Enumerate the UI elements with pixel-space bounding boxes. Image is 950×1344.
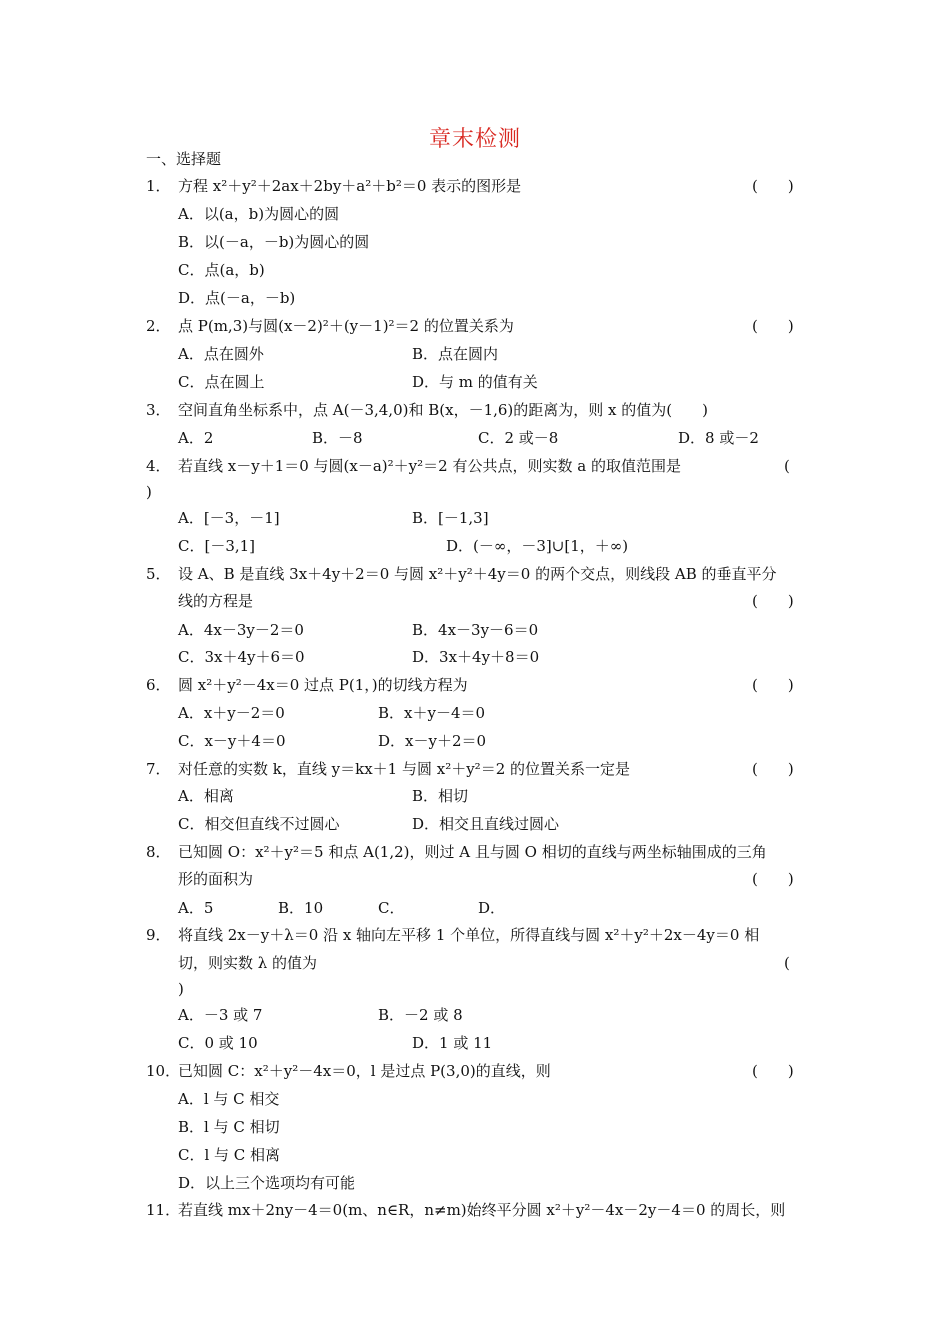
option: A．l 与 C 相交 — [178, 1090, 280, 1108]
option: C．[－3,1] — [178, 537, 256, 555]
option: C．0 或 10 — [178, 1034, 258, 1052]
option: C． — [378, 899, 405, 917]
option: A．相离 — [178, 787, 234, 805]
answer-paren: ( ) — [752, 317, 794, 335]
question-text-continued: 形的面积为 — [178, 870, 254, 888]
option: D．与 m 的值有关 — [412, 373, 538, 391]
option: B．点在圆内 — [412, 345, 499, 363]
option: C．点在圆上 — [178, 373, 265, 391]
option: A．4x－3y－2＝0 — [178, 621, 304, 639]
question-text: 若直线 x－y＋1＝0 与圆(x－a)²＋y²＝2 有公共点，则实数 a 的取值范围是 — [178, 457, 681, 475]
question-number: 6． — [146, 676, 171, 694]
option: C．3x＋4y＋6＝0 — [178, 648, 305, 666]
option: A．－3 或 7 — [178, 1006, 263, 1024]
option: A．[－3，－1] — [178, 509, 280, 527]
question-text: 空间直角坐标系中，点 A(－3,4,0)和 B(x，－1,6)的距离为，则 x 的值为( ) — [178, 401, 708, 419]
question-text: 点 P(m,3)与圆(x－2)²＋(y－1)²＝2 的位置关系为 — [178, 317, 514, 335]
question-text: 若直线 mx＋2ny－4＝0(m、n∈R，n≠m)始终平分圆 x²＋y²－4x－2y－4＝0 的周长，则 — [178, 1201, 786, 1219]
option: C．2 或－8 — [478, 429, 559, 447]
answer-paren: ( — [784, 457, 790, 475]
option: D．8 或－2 — [678, 429, 759, 447]
option: D．(－∞，－3]∪[1，＋∞) — [446, 537, 629, 555]
option: C．点(a，b) — [178, 261, 265, 279]
question-number: 3． — [146, 401, 171, 419]
question-text-continued: 切，则实数 λ 的值为 — [178, 954, 318, 972]
option: A．x＋y－2＝0 — [178, 704, 285, 722]
option: D．点(－a，－b) — [178, 289, 296, 307]
answer-paren-close: ) — [146, 483, 152, 501]
option: D．1 或 11 — [412, 1034, 493, 1052]
option: B．l 与 C 相切 — [178, 1118, 280, 1136]
option: C．相交但直线不过圆心 — [178, 815, 340, 833]
question-text: 将直线 2x－y＋λ＝0 沿 x 轴向左平移 1 个单位，所得直线与圆 x²＋y²＋2x－4y＝0 相 — [178, 926, 760, 944]
question-number: 8． — [146, 843, 171, 861]
option: D．x－y＋2＝0 — [378, 732, 487, 750]
question-number: 1． — [146, 177, 171, 195]
question-number: 2． — [146, 317, 171, 335]
option: C．l 与 C 相离 — [178, 1146, 281, 1164]
option: D．以上三个选项均有可能 — [178, 1174, 356, 1192]
option: B．相切 — [412, 787, 469, 805]
answer-paren: ( ) — [752, 177, 794, 195]
answer-paren: ( ) — [752, 592, 794, 610]
option: B．[－1,3] — [412, 509, 489, 527]
option: B．－2 或 8 — [378, 1006, 463, 1024]
question-number: 9． — [146, 926, 171, 944]
section-heading: 一、选择题 — [146, 150, 222, 168]
question-number: 7． — [146, 760, 171, 778]
option: D．3x＋4y＋8＝0 — [412, 648, 540, 666]
option: D．相交且直线过圆心 — [412, 815, 560, 833]
option: A．5 — [178, 899, 214, 917]
answer-paren: ( ) — [752, 1062, 794, 1080]
question-number: 5． — [146, 565, 171, 583]
option: A．以(a，b)为圆心的圆 — [178, 205, 340, 223]
question-number: 11． — [146, 1201, 181, 1219]
question-text: 对任意的实数 k，直线 y＝kx＋1 与圆 x²＋y²＝2 的位置关系一定是 — [178, 760, 631, 778]
question-text-continued: 线的方程是 — [178, 592, 254, 610]
option: D． — [478, 899, 506, 917]
option: B．10 — [278, 899, 324, 917]
option: B．－8 — [312, 429, 363, 447]
question-text: 设 A、B 是直线 3x＋4y＋2＝0 与圆 x²＋y²＋4y＝0 的两个交点，则线段 AB 的垂直平分 — [178, 565, 777, 583]
answer-paren: ( ) — [752, 676, 794, 694]
option: A．2 — [178, 429, 214, 447]
answer-paren: ( — [784, 954, 790, 972]
question-text: 已知圆 C：x²＋y²－4x＝0，l 是过点 P(3,0)的直线，则 — [178, 1062, 551, 1080]
question-number: 10． — [146, 1062, 181, 1080]
answer-paren: ( ) — [752, 870, 794, 888]
page-title: 章末检测 — [428, 127, 521, 152]
question-text: 方程 x²＋y²＋2ax＋2by＋a²＋b²＝0 表示的图形是 — [178, 177, 522, 195]
answer-paren-close: ) — [178, 980, 184, 998]
option: B．x＋y－4＝0 — [378, 704, 486, 722]
question-number: 4． — [146, 457, 171, 475]
answer-paren: ( ) — [752, 760, 794, 778]
option: B．以(－a，－b)为圆心的圆 — [178, 233, 370, 251]
option: B．4x－3y－6＝0 — [412, 621, 539, 639]
option: A．点在圆外 — [178, 345, 264, 363]
option: C．x－y＋4＝0 — [178, 732, 286, 750]
question-text: 已知圆 O：x²＋y²＝5 和点 A(1,2)，则过 A 且与圆 O 相切的直线与两坐标轴围成的三角 — [178, 843, 767, 861]
question-text: 圆 x²＋y²－4x＝0 过点 P(1，)的切线方程为 — [178, 676, 468, 694]
